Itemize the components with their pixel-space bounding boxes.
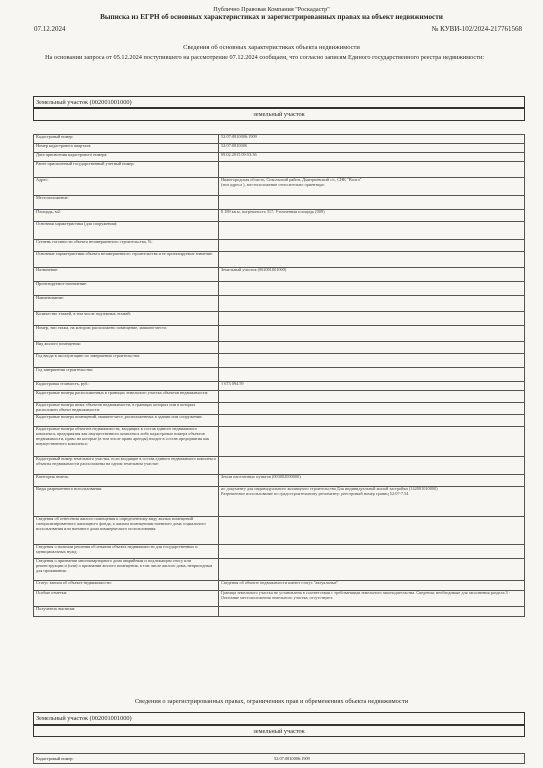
row-label: Получатель выписки: [34,607,219,617]
row-value [219,326,525,342]
table-row [34,475,525,487]
table-row [34,268,525,282]
row-label: Кадастровый номер земельного участка, если входящие в состав единого недвижимого комплекса объекты недвижимости расположены на одном земельном участке: [34,457,219,475]
row-label: Кадастровая стоимость, руб.: [34,382,219,391]
row-label: Кадастровые номера расположенных в границах земельного участка объектов недвижимости: [34,391,219,403]
row-label: Виды разрешенного использования: [34,487,219,517]
rights-type-heading: Земельный участок (002001001000) [36,715,132,722]
row-label: Дата присвоения кадастрового номера: [34,153,219,162]
row-label: Ранее присвоенный государственный учетный номер: [34,162,219,178]
object-type-caption-box [33,108,525,121]
table-row [34,135,525,144]
document-title: Выписка из ЕГРН об основных характеристиках и зарегистрированных правах на объект недвижимости [100,13,443,21]
organization-name: Публично Правовая Компания "Роскадастр" [213,6,330,13]
table-row [34,196,525,210]
row-label: Сведения об отнесении жилого помещения к определенному виду жилых помещений специализированного жилищного фонда, к жилым помещениям наемного дома социального использования или наемного дома коммерческого использования: [34,517,219,545]
section-subtitle: Сведения об основных характеристиках объекта недвижимости [183,44,360,51]
rights-cadastral-row [33,753,525,764]
row-label: Год ввода в эксплуатацию по завершении строительства: [34,354,219,368]
row-value [219,607,525,617]
row-label: Кадастровый номер: [34,135,219,144]
row-value [219,162,525,178]
row-value: 8 189 кв.м, погрешность 317, Уточненная площадь (009) [219,210,525,222]
row-value [219,391,525,403]
row-value [219,427,525,457]
row-label: Номер, тип этажа, на котором расположено помещение, машино-место: [34,326,219,342]
row-label: Проектируемое назначение: [34,282,219,296]
row-label: Местоположение: [34,196,219,210]
rights-cadastral-label: Кадастровый номер: [36,756,74,761]
table-row [34,391,525,403]
table-row [34,162,525,178]
table-row [34,607,525,617]
table-row [34,403,525,415]
row-label: Основная характеристика (для сооружения): [34,222,219,240]
table-row [34,296,525,312]
row-value: Сведения об объекте недвижимости имеют статус "актуальные" [219,581,525,591]
row-value: по документу для индивидуального жилищного строительства Для индивидуальной жилой застройки (142001010000) Разрешенное использование по градостроительному регламенту: реестровый номер границ 52:07-7.54 [219,487,525,517]
rights-type-caption: земельный участок [253,728,305,735]
row-label: Назначение: [34,268,219,282]
row-label: Количество этажей, в том числе подземных этажей: [34,312,219,326]
table-row [34,559,525,581]
document-number: № КУВИ-102/2024-217761568 [431,25,522,33]
row-label: Площадь, м2: [34,210,219,222]
row-value [219,282,525,296]
table-row [34,415,525,427]
row-label: Сведения о признании многоквартирного дома аварийным и подлежащим сносу или реконструкции и (или) о признании жилого помещения, в том числе жилого дома, непригодным для проживания: [34,559,219,581]
table-row [34,427,525,457]
row-label: Кадастровые номера объектов недвижимости, входящих в состав единого недвижимого комплекса, предприятия как имущественного комплекса либо кадастровые номера объектов недвижимости, право на которые (в том числе право аренды) входит в состав предприятия как имущественного комплекса: [34,427,219,457]
row-value [219,368,525,382]
row-label: Статус записи об объекте недвижимости: [34,581,219,591]
intro-paragraph: На основании запроса от 05.12.2024 поступившего на рассмотрение 07.12.2024 сообщаем, что согласно записям Единого государственного реестра недвижимости: [45,54,485,61]
row-label: Особые отметки: [34,591,219,607]
table-row [34,312,525,326]
table-row [34,252,525,268]
rights-type-heading-box [33,712,525,725]
row-value [219,457,525,475]
row-value: Граница земельного участка не установлена в соответствии с требованиями земельного законодательства. Сведения, необходимые для заполнения раздела 3 - Описание местоположения земельного участка, отсутствуют. [219,591,525,607]
table-row [34,153,525,162]
characteristics-table [33,134,525,617]
row-value [219,196,525,210]
row-value [219,296,525,312]
table-row [34,342,525,354]
row-value [219,312,525,326]
object-type-heading-box [33,96,525,108]
table-row [34,354,525,368]
row-label: Вид жилого помещения: [34,342,219,354]
row-value [219,545,525,559]
table-row [34,178,525,196]
table-row [34,545,525,559]
row-value [219,342,525,354]
document-date: 07.12.2024 [34,25,66,33]
table-row [34,487,525,517]
row-value [219,252,525,268]
row-value: Земельный участок (002001001000) [219,268,525,282]
table-row [34,222,525,240]
row-value [219,354,525,368]
row-value: 52:07:0810006:1909 [219,135,525,144]
table-row [34,517,525,545]
row-label: Кадастровые номера иных объектов недвижимости, в границах которых или в которых расположен объект недвижимости: [34,403,219,415]
row-value [219,517,525,545]
rights-section-title: Сведения о зарегистрированных правах, ограничениях прав и обременениях объекта недвижимости [134,698,409,705]
object-type-heading: Земельный участок (002001001000) [36,99,132,106]
table-row [34,457,525,475]
row-label: Категория земель: [34,475,219,487]
row-label: Кадастровые номера помещений, машино-мест, расположенных в здании или сооружении: [34,415,219,427]
table-row [34,581,525,591]
rights-type-caption-box [33,725,525,737]
table-row [34,210,525,222]
row-label: Сведения о наличии решения об изъятии объекта недвижимости для государственных и муниципальных нужд: [34,545,219,559]
table-row [34,382,525,391]
row-value [219,222,525,240]
table-row [34,368,525,382]
row-label: Год завершения строительства: [34,368,219,382]
row-label: Номер кадастрового квартала: [34,144,219,153]
row-value: 52:07:0810006 [219,144,525,153]
table-row [34,591,525,607]
row-label: Основные характеристики объекта незавершенного строительства и ее проектируемое значение: [34,252,219,268]
rights-cadastral-value: 52:07:0810006:1909 [274,756,310,761]
row-value: 1 673 094.59 [219,382,525,391]
object-type-caption: земельный участок [253,111,305,118]
table-row [34,282,525,296]
table-row [34,144,525,153]
row-value [219,415,525,427]
table-row [34,240,525,252]
row-value: Нижегородская область, Сокольский район, Дмитриевский с/с, СНК "Волга" (тип адреса ), местоположение относительно ориентира: [219,178,525,196]
row-label: Адрес: [34,178,219,196]
row-value: Земли населенных пунктов (003002000000) [219,475,525,487]
row-label: Наименование: [34,296,219,312]
row-value: 09.02.2015 09:53:36 [219,153,525,162]
row-label: Степень готовности объекта незавершенного строительства, %: [34,240,219,252]
row-value [219,403,525,415]
table-row [34,326,525,342]
row-value [219,240,525,252]
row-value [219,559,525,581]
